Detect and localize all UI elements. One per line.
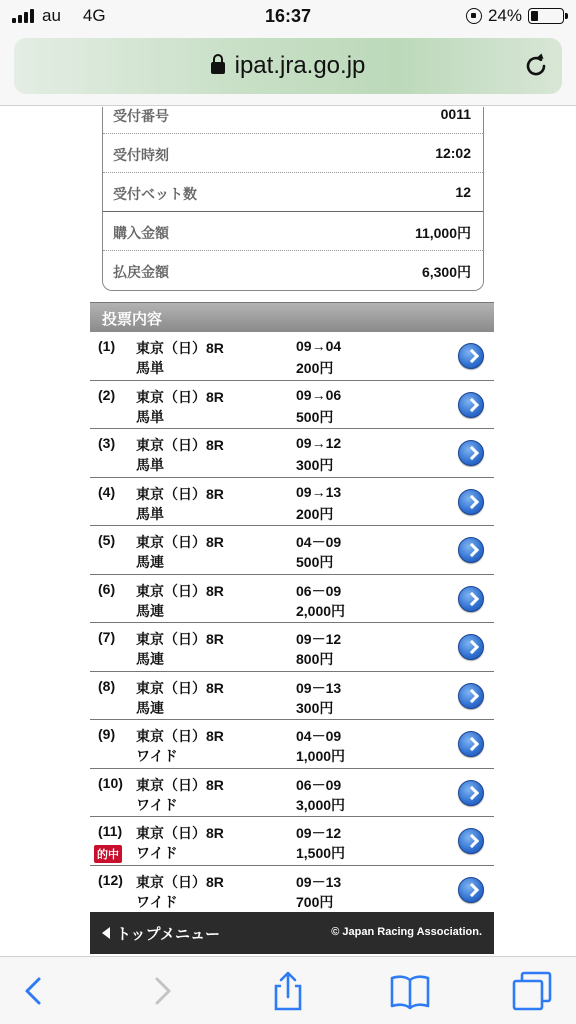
bet-type: 馬連	[136, 602, 164, 619]
bet-type: 馬連	[136, 699, 164, 716]
bet-race: 東京（日）8R	[136, 437, 224, 453]
bet-amount: 300円	[296, 457, 334, 473]
bet-number: (11)	[98, 823, 123, 839]
bet-amount: 300円	[296, 699, 334, 716]
padlock-icon	[211, 62, 225, 74]
bet-type: ワイド	[136, 893, 178, 910]
bet-row[interactable]	[90, 526, 494, 575]
arrow-circle-icon[interactable]	[458, 828, 484, 854]
bet-type: ワイド	[136, 845, 178, 861]
bet-combination: 09→04	[296, 338, 342, 354]
bet-type: 馬単	[136, 505, 164, 522]
bet-combination: 06－09	[296, 582, 342, 599]
bet-race: 東京（日）8R	[136, 873, 224, 890]
bet-amount: 800円	[296, 651, 334, 667]
hit-badge: 的中	[94, 845, 122, 863]
battery-icon	[528, 8, 564, 24]
status-bar	[0, 0, 576, 34]
bet-row[interactable]	[90, 332, 494, 381]
bet-type: ワイド	[136, 748, 178, 764]
summary-label: 受付ベット数	[113, 186, 197, 202]
network-label: 4G	[82, 6, 106, 25]
bet-combination: 09→06	[296, 386, 342, 403]
arrow-circle-icon[interactable]	[458, 392, 484, 418]
bet-type: 馬単	[136, 408, 164, 425]
arrow-circle-icon[interactable]	[458, 683, 484, 709]
url-text: ipat.jra.go.jp	[234, 52, 366, 79]
bet-amount: 200円	[296, 360, 334, 376]
bet-row[interactable]	[90, 478, 494, 527]
tabs-icon[interactable]	[510, 969, 554, 1013]
copyright-text: © Japan Racing Association.	[331, 926, 482, 938]
bet-race: 東京（日）8R	[136, 776, 224, 793]
bet-row[interactable]	[90, 429, 494, 478]
share-icon[interactable]	[266, 969, 310, 1013]
bet-race: 東京（日）8R	[136, 534, 224, 550]
bet-amount: 3,000円	[296, 796, 346, 813]
bet-number: (5)	[98, 532, 116, 548]
arrow-circle-icon[interactable]	[458, 537, 484, 563]
bet-type: 馬単	[136, 457, 164, 473]
summary-label: 受付時刻	[113, 147, 169, 163]
bet-amount: 500円	[296, 408, 334, 425]
bet-amount: 200円	[296, 505, 334, 522]
arrow-circle-icon[interactable]	[458, 343, 484, 369]
browser-toolbar	[0, 956, 576, 1024]
bet-amount: 2,000円	[296, 602, 346, 619]
bet-combination: 09－13	[296, 679, 342, 696]
bet-row[interactable]	[90, 672, 494, 721]
bet-row[interactable]	[90, 623, 494, 672]
bet-combination: 09→13	[296, 483, 342, 500]
address-bar[interactable]	[14, 38, 562, 94]
summary-row	[103, 173, 483, 212]
bet-type: 馬連	[136, 554, 164, 570]
bet-number: (3)	[98, 435, 116, 451]
bet-row[interactable]	[90, 817, 494, 866]
bet-race: 東京（日）8R	[136, 485, 224, 502]
arrow-circle-icon[interactable]	[458, 634, 484, 660]
bet-combination: 09－12	[296, 825, 342, 841]
summary-value: 12	[455, 184, 471, 200]
bet-combination: 09－12	[296, 631, 342, 647]
bet-race: 東京（日）8R	[136, 825, 224, 841]
arrow-circle-icon[interactable]	[458, 877, 484, 903]
bet-number: (10)	[98, 774, 123, 791]
bet-race: 東京（日）8R	[136, 728, 224, 744]
back-triangle-icon	[102, 927, 110, 939]
bet-type: ワイド	[136, 796, 178, 813]
bet-row[interactable]	[90, 769, 494, 818]
bet-combination: 04－09	[296, 728, 342, 744]
browser-address-area	[0, 34, 576, 106]
bet-amount: 500円	[296, 554, 334, 570]
bet-row[interactable]	[90, 381, 494, 430]
page-content	[0, 107, 576, 956]
bet-number: (12)	[98, 871, 123, 888]
summary-value: 12:02	[435, 145, 471, 161]
summary-value: 6,300円	[421, 264, 471, 280]
url-display[interactable]	[14, 52, 562, 80]
summary-label: 払戻金額	[113, 264, 169, 280]
bet-combination: 09－13	[296, 873, 342, 890]
footer-bar	[90, 912, 494, 954]
summary-value: 0011	[440, 107, 471, 122]
arrow-circle-icon[interactable]	[458, 586, 484, 612]
bet-list	[90, 332, 494, 914]
chevron-left-icon[interactable]	[12, 969, 56, 1013]
top-menu-link[interactable]: トップメニュー	[116, 926, 220, 943]
bet-number: (9)	[98, 726, 116, 742]
section-header: 投票内容	[90, 302, 494, 332]
bet-combination: 06－09	[296, 776, 342, 793]
bet-race: 東京（日）8R	[136, 582, 224, 599]
bet-number: (6)	[98, 580, 116, 597]
summary-label: 受付番号	[113, 108, 169, 124]
arrow-circle-icon[interactable]	[458, 440, 484, 466]
arrow-circle-icon[interactable]	[458, 731, 484, 757]
summary-value: 11,000円	[414, 225, 471, 241]
bet-row[interactable]	[90, 575, 494, 624]
summary-row	[103, 134, 483, 173]
chevron-right-icon[interactable]	[140, 969, 184, 1013]
bet-combination: 04－09	[296, 534, 342, 550]
bet-number: (2)	[98, 386, 116, 403]
reload-icon[interactable]	[522, 52, 550, 80]
bet-type: 馬連	[136, 651, 164, 667]
arrow-circle-icon[interactable]	[458, 780, 484, 806]
status-right	[466, 6, 564, 26]
arrow-circle-icon[interactable]	[458, 489, 484, 515]
bet-number: (7)	[98, 629, 116, 645]
rotation-lock-icon	[466, 8, 482, 24]
summary-row	[103, 251, 483, 290]
summary-label: 購入金額	[113, 225, 169, 241]
battery-percent: 24%	[487, 6, 522, 25]
bet-race: 東京（日）8R	[136, 340, 224, 356]
bet-number: (1)	[98, 338, 116, 354]
bet-amount: 1,500円	[296, 845, 346, 861]
bet-number: (4)	[98, 483, 116, 500]
bet-race: 東京（日）8R	[136, 388, 224, 405]
bet-row[interactable]	[90, 720, 494, 769]
summary-row	[103, 212, 483, 251]
summary-row	[103, 107, 483, 134]
battery-fill	[531, 11, 538, 21]
bet-type: 馬単	[136, 360, 164, 376]
bet-combination: 09→12	[296, 435, 342, 451]
bet-row[interactable]	[90, 866, 494, 915]
carrier-label: au	[42, 6, 61, 25]
bet-race: 東京（日）8R	[136, 679, 224, 696]
book-icon[interactable]	[388, 969, 432, 1013]
receipt-summary	[102, 107, 484, 291]
bet-number: (8)	[98, 677, 116, 694]
bet-amount: 700円	[296, 893, 334, 910]
bet-race: 東京（日）8R	[136, 631, 224, 647]
bet-amount: 1,000円	[296, 748, 346, 764]
clock: 16:37	[264, 6, 312, 26]
